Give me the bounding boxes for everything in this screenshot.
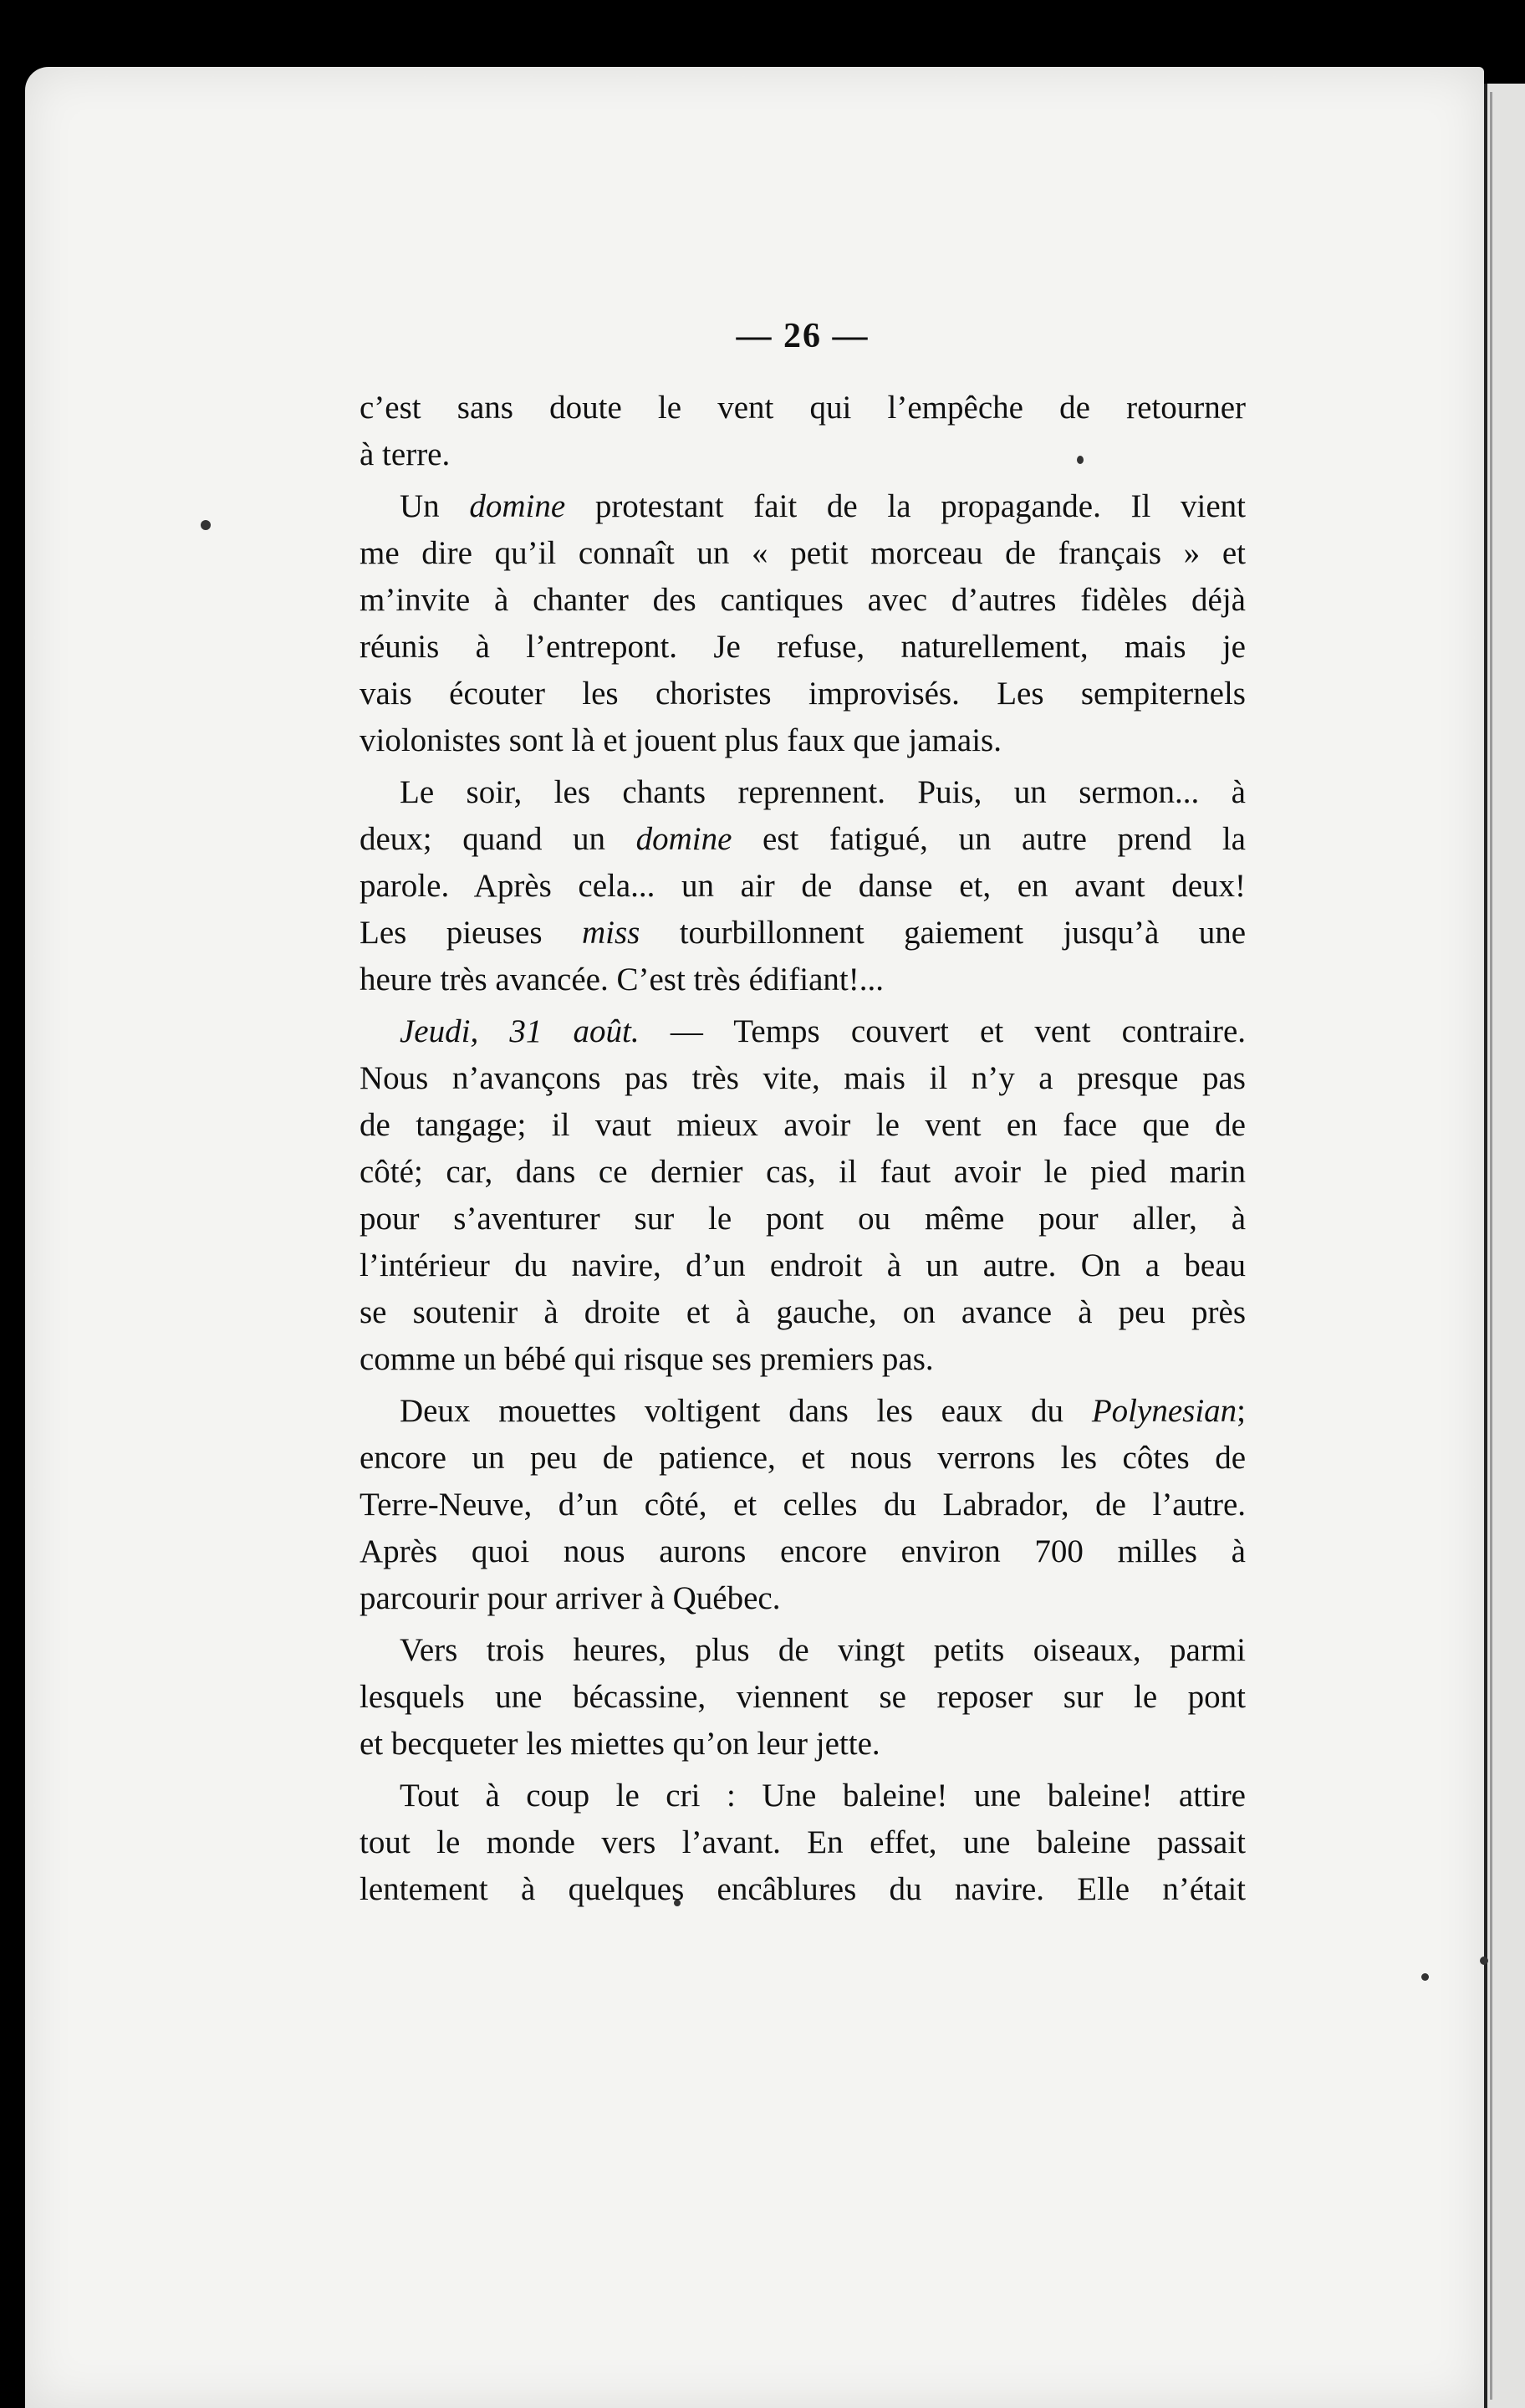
text-line: lentement à quelques encâblures du navire. Elle n’était [360,1871,1246,1907]
ink-speck [201,520,211,530]
paragraph [360,385,1246,478]
paragraph [360,1388,1246,1622]
text-line: réunis à l’entrepont. Je refuse, naturellement, mais je [360,629,1246,665]
text-line: l’intérieur du navire, d’un endroit à un autre. On a beau [360,1247,1246,1283]
page-number: — 26 — [736,317,870,355]
paragraph [360,1008,1246,1383]
text-line: Nous n’avançons pas très vite, mais il n’y a presque pas [360,1060,1246,1096]
text-line: me dire qu’il connaît un « petit morceau de français » et [360,535,1246,571]
text-line: Terre-Neuve, d’un côté, et celles du Labrador, de l’autre. [360,1487,1246,1523]
text-line: heure très avancée. C’est très édifiant!... [360,962,884,997]
text-line: Le soir, les chants reprennent. Puis, un sermon... à [400,774,1246,810]
text-line: pour s’aventurer sur le pont ou même pour aller, à [360,1201,1246,1237]
text-line: Un domine protestant fait de la propagande. Il vient [400,488,1247,524]
text-line: encore un peu de patience, et nous verrons les côtes de [360,1440,1246,1476]
text-line: deux; quand un domine est fatigué, un autre prend la [360,821,1246,857]
paragraph [360,1773,1246,1913]
text-line: tout le monde vers l’avant. En effet, une baleine passait [360,1824,1246,1860]
page-fold-line [1490,92,1492,2400]
text-line: lesquels une bécassine, viennent se reposer sur le pont [360,1679,1246,1715]
text-line: vais écouter les choristes improvisés. Les sempiternels [360,676,1246,712]
paragraph [360,483,1246,764]
text-line: Jeudi, 31 août. — Temps couvert et vent contraire. [400,1013,1246,1049]
text-line: Tout à coup le cri : Une baleine! une baleine! attire [400,1778,1246,1814]
text-line: Deux mouettes voltigent dans les eaux du Polynesian; [400,1393,1246,1429]
text-line: se soutenir à droite et à gauche, on avance à peu près [360,1294,1246,1330]
ink-speck [1480,1956,1488,1965]
text-line: Les pieuses miss tourbillonnent gaiement jusqu’à une [360,915,1246,951]
ink-speck [1421,1973,1429,1981]
text-line: côté; car, dans ce dernier cas, il faut avoir le pied marin [360,1154,1246,1190]
text-line: Après quoi nous aurons encore environ 700 milles à [360,1533,1246,1569]
text-line: parole. Après cela... un air de danse et, en avant deux! [360,868,1246,904]
text-line: comme un bébé qui risque ses premiers pas. [360,1341,934,1377]
text-line: de tangage; il vaut mieux avoir le vent en face que de [360,1107,1246,1143]
text-line: parcourir pour arriver à Québec. [360,1580,781,1616]
text-line: à terre. [360,436,451,472]
text-line: et becqueter les miettes qu’on leur jette. [360,1726,880,1762]
text-line: m’invite à chanter des cantiques avec d’autres fidèles déjà [360,582,1246,618]
page-text [360,311,1246,1918]
text-line: violonistes sont là et jouent plus faux que jamais. [360,722,1002,758]
text-line: c’est sans doute le vent qui l’empêche de retourner [360,390,1246,426]
paragraph [360,769,1246,1003]
text-line: Vers trois heures, plus de vingt petits oiseaux, parmi [400,1632,1246,1668]
paragraph [360,1627,1246,1768]
